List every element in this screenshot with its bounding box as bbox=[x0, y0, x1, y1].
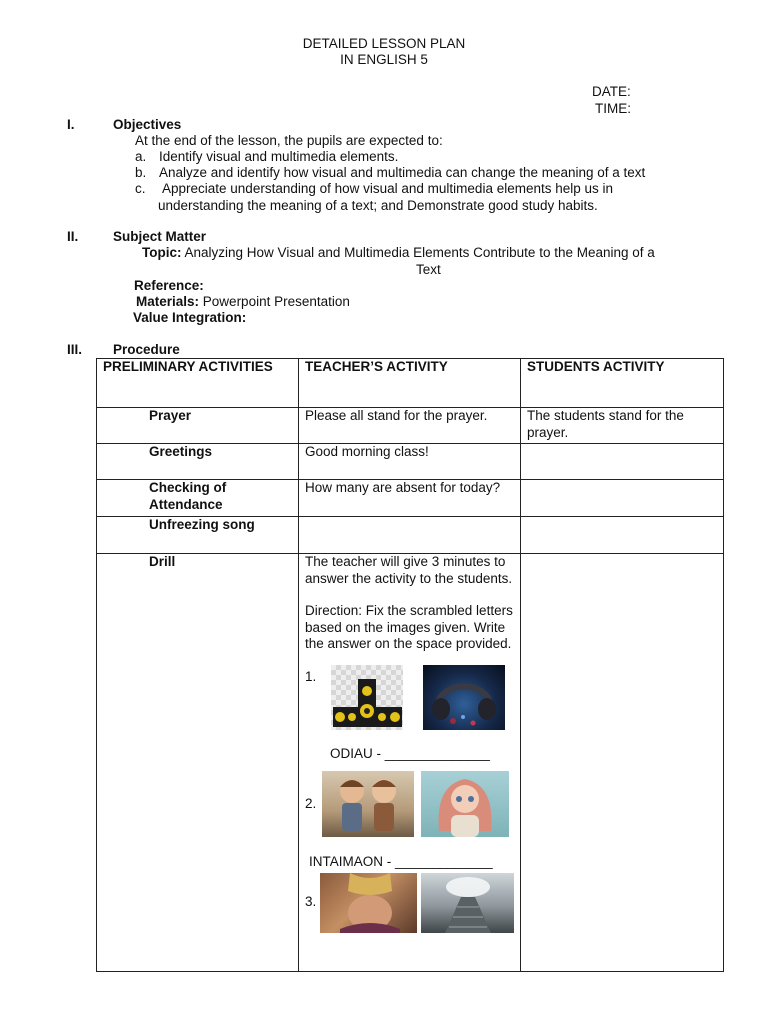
objective-item bbox=[135, 149, 399, 164]
objectives-heading: Objectives bbox=[113, 117, 182, 132]
table-row-drill bbox=[97, 554, 724, 972]
drill-intro: The teacher will give 3 minutes to answer the activity to the students. bbox=[305, 554, 513, 586]
teacher-cell: Please all stand for the prayer. bbox=[299, 408, 521, 444]
procedure-table bbox=[96, 358, 724, 972]
teacher-cell: Good morning class! bbox=[299, 444, 521, 480]
drill-item bbox=[305, 873, 514, 933]
objectives-numeral: I. bbox=[67, 117, 75, 132]
time-label: TIME: bbox=[595, 101, 631, 116]
materials-line bbox=[136, 294, 350, 309]
objective-item bbox=[135, 165, 646, 180]
teacher-cell-drill bbox=[299, 554, 521, 972]
date-label: DATE: bbox=[592, 84, 631, 99]
students-cell bbox=[521, 480, 724, 517]
drill-answer-line: ODIAU - ______________ bbox=[330, 745, 490, 761]
teacher-cell bbox=[299, 517, 521, 554]
objectives-intro: At the end of the lesson, the pupils are expected to: bbox=[135, 133, 443, 148]
students-cell bbox=[521, 517, 724, 554]
subject-numeral: II. bbox=[67, 229, 79, 244]
table-header-row bbox=[97, 359, 724, 408]
students-cell bbox=[521, 444, 724, 480]
drill-item bbox=[305, 771, 514, 837]
topic-line bbox=[142, 245, 655, 260]
subject-heading: Subject Matter bbox=[113, 229, 207, 244]
woman-image bbox=[320, 873, 418, 933]
objective-text: Identify visual and multimedia elements. bbox=[159, 149, 399, 164]
activity-label: Greetings bbox=[149, 444, 213, 459]
activity-label: Drill bbox=[149, 554, 176, 569]
objective-marker: b. bbox=[135, 165, 147, 180]
doll-image bbox=[421, 771, 509, 837]
drill-item-number: 2. bbox=[305, 795, 317, 811]
reference-label: Reference: bbox=[134, 278, 204, 293]
procedure-numeral: III. bbox=[67, 342, 83, 357]
table-row bbox=[97, 408, 724, 444]
column-header: TEACHER’S ACTIVITY bbox=[299, 359, 521, 408]
procedure-heading: Procedure bbox=[113, 342, 180, 357]
speaker-image bbox=[331, 665, 403, 730]
teacher-cell: How many are absent for today? bbox=[299, 480, 521, 517]
materials-text: Powerpoint Presentation bbox=[202, 294, 350, 309]
objective-marker: c. bbox=[135, 181, 146, 196]
activity-label: Prayer bbox=[149, 408, 192, 423]
table-row bbox=[97, 480, 724, 517]
column-header: STUDENTS ACTIVITY bbox=[521, 359, 724, 408]
students-cell-drill bbox=[521, 554, 724, 972]
document-subtitle: IN ENGLISH 5 bbox=[340, 52, 428, 67]
students-cell: The students stand for the prayer. bbox=[521, 408, 724, 444]
children-figurine-image bbox=[322, 771, 414, 837]
column-header: PRELIMINARY ACTIVITIES bbox=[97, 359, 299, 408]
topic-text: Analyzing How Visual and Multimedia Elements Contribute to the Meaning of a bbox=[184, 245, 655, 260]
topic-text-continued: Text bbox=[416, 262, 441, 277]
drill-item-number: 1. bbox=[305, 668, 317, 684]
objective-text-continued: understanding the meaning of a text; and Demonstrate good study habits. bbox=[158, 198, 598, 213]
value-integration-label: Value Integration: bbox=[133, 310, 247, 325]
objective-text: Appreciate understanding of how visual and multimedia elements help us in bbox=[162, 181, 614, 196]
activity-label: Unfreezing song bbox=[149, 517, 255, 532]
stairway-image bbox=[421, 873, 514, 933]
headphones-image bbox=[423, 665, 505, 730]
topic-label: Topic: bbox=[142, 245, 182, 260]
table-row bbox=[97, 517, 724, 554]
drill-answer-line: INTAIMAON - _____________ bbox=[309, 854, 493, 869]
document-title: DETAILED LESSON PLAN bbox=[302, 36, 466, 51]
table-row bbox=[97, 444, 724, 480]
drill-direction: Direction: Fix the scrambled letters based on the images given. Write the answer on the space provided. bbox=[305, 603, 513, 651]
drill-item bbox=[305, 665, 514, 730]
objective-marker: a. bbox=[135, 149, 147, 164]
materials-label: Materials: bbox=[136, 294, 200, 309]
objective-item bbox=[135, 181, 614, 196]
activity-label: Checking of Attendance bbox=[149, 480, 227, 512]
objective-text: Analyze and identify how visual and multimedia can change the meaning of a text bbox=[159, 165, 646, 180]
drill-item-number: 3. bbox=[305, 894, 317, 910]
